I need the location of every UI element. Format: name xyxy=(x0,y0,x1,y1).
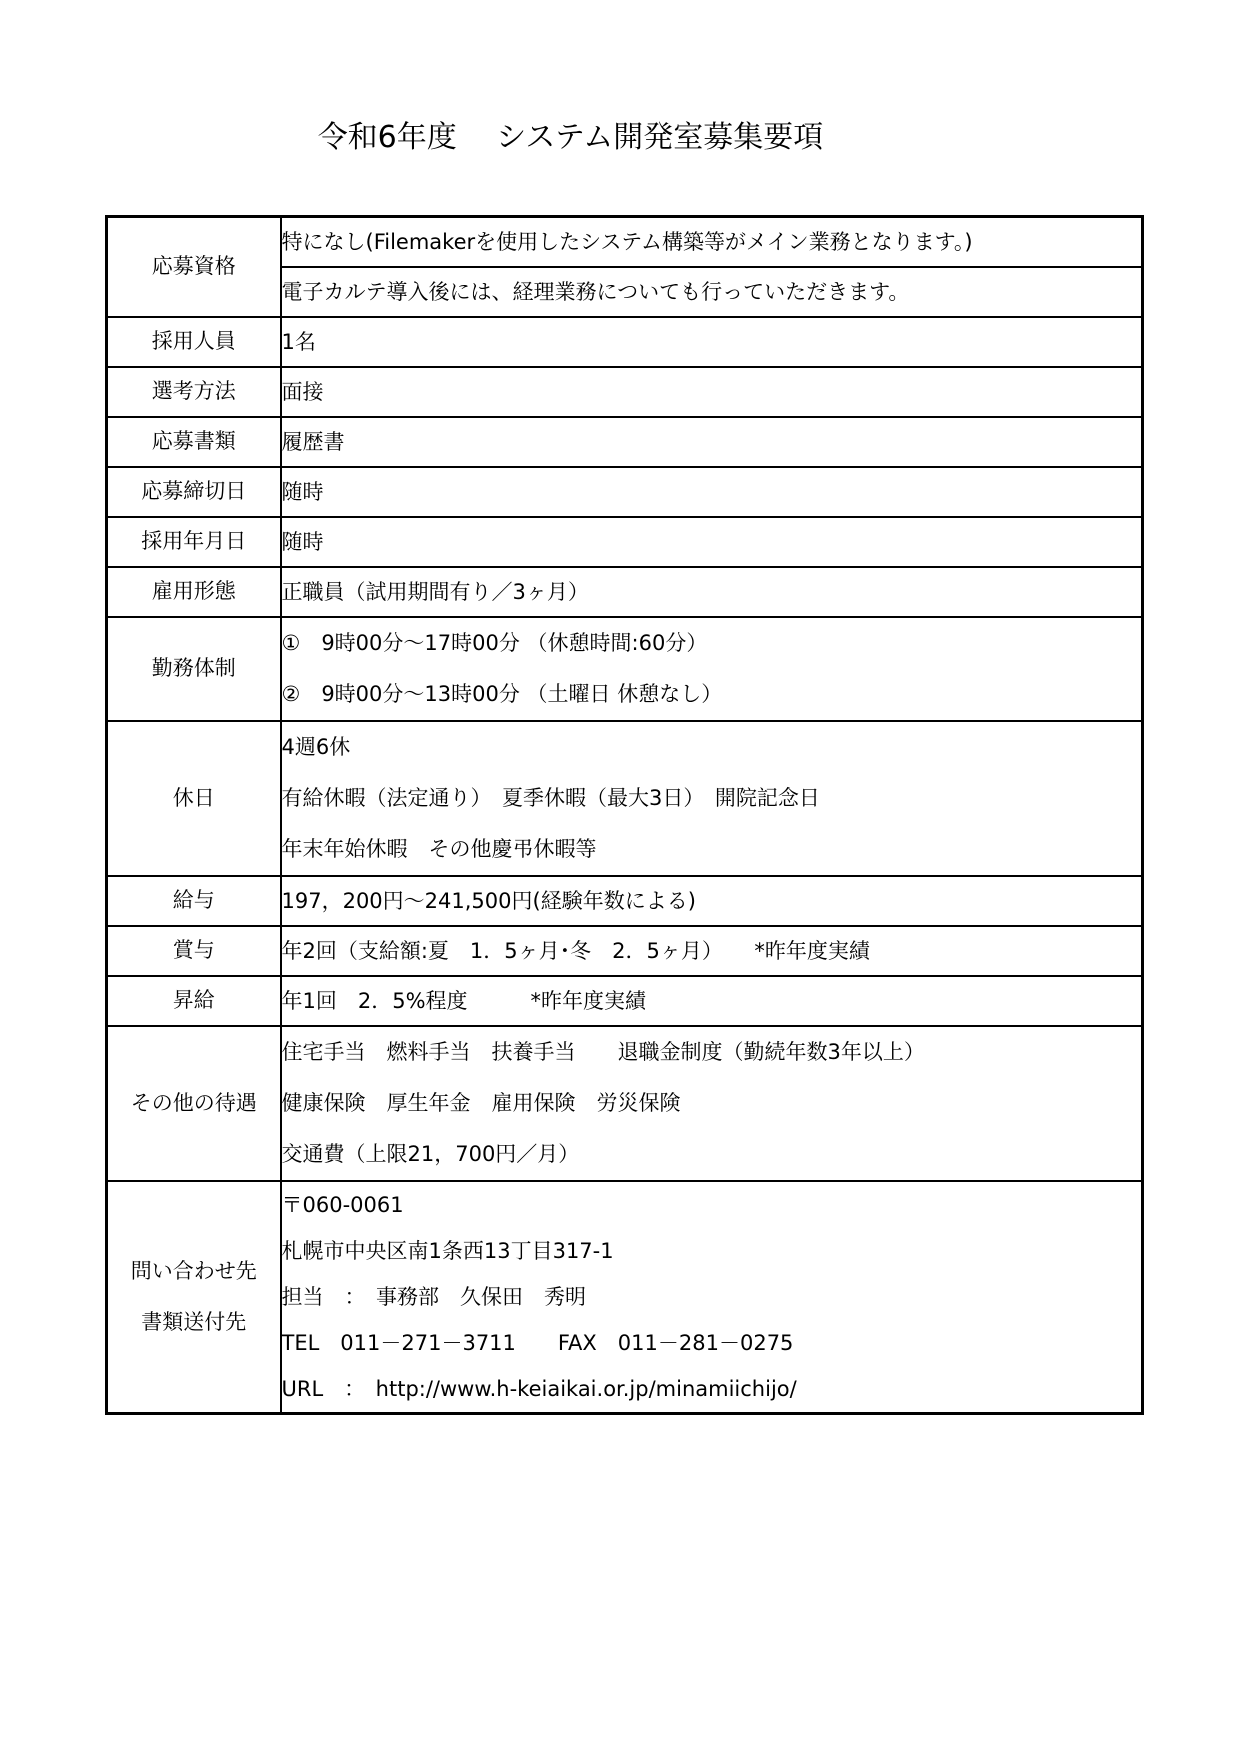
work-schedule-line: ① 9時00分～17時00分 （休憩時間:60分） xyxy=(281,631,708,655)
row-bonus xyxy=(107,926,1143,976)
label-start-date: 採用年月日 xyxy=(107,517,281,567)
salary-text: 197，200円～241,500円(経験年数による) xyxy=(281,889,696,913)
raise-text: 年1回 2．5%程度 *昨年度実績 xyxy=(281,989,647,1013)
contact-url: URL ： http://www.h-keiaikai.or.jp/minamiichijo/ xyxy=(281,1377,797,1401)
contact-address: 札幌市中央区南1条西13丁目317-1 xyxy=(281,1239,614,1263)
label-documents: 応募書類 xyxy=(107,417,281,467)
label-qualification: 応募資格 xyxy=(107,217,281,318)
value-benefits xyxy=(281,1026,1143,1181)
contact-postal-code: 〒060-0061 xyxy=(281,1193,404,1217)
row-salary xyxy=(107,876,1143,926)
page-title: 令和6年度 システム開発室募集要項 xyxy=(317,120,824,155)
value-qualification-line-1 xyxy=(281,217,1143,268)
value-salary xyxy=(281,876,1143,926)
label-selection: 選考方法 xyxy=(107,367,281,417)
value-holidays xyxy=(281,721,1143,876)
contact-label-line: 問い合わせ先 xyxy=(130,1258,257,1283)
work-schedule-line: ② 9時00分～13時00分 （土曜日 休憩なし） xyxy=(281,682,723,706)
label-contact xyxy=(107,1181,281,1414)
row-headcount xyxy=(107,317,1143,367)
value-selection xyxy=(281,367,1143,417)
row-work-schedule xyxy=(107,617,1143,721)
row-start-date xyxy=(107,517,1143,567)
benefits-line: 住宅手当 燃料手当 扶養手当 退職金制度（勤続年数3年以上） xyxy=(281,1040,925,1064)
value-contact xyxy=(281,1181,1143,1414)
label-salary: 給与 xyxy=(107,876,281,926)
selection-text: 面接 xyxy=(281,380,324,404)
label-work-schedule: 勤務体制 xyxy=(107,617,281,721)
qualification-line: 電子カルテ導入後には、経理業務についても行っていただきます。 xyxy=(281,280,910,304)
contact-phone-fax: TEL 011－271－3711 FAX 011－281－0275 xyxy=(281,1331,794,1355)
documents-text: 履歴書 xyxy=(281,430,345,454)
row-holidays xyxy=(107,721,1143,876)
label-benefits: その他の待遇 xyxy=(107,1026,281,1181)
value-documents xyxy=(281,417,1143,467)
row-benefits xyxy=(107,1026,1143,1181)
label-deadline: 応募締切日 xyxy=(107,467,281,517)
label-raise: 昇給 xyxy=(107,976,281,1026)
value-employment-type xyxy=(281,567,1143,617)
qualification-line: 特になし(Filemakerを使用したシステム構築等がメイン業務となります。) xyxy=(281,230,973,254)
value-bonus xyxy=(281,926,1143,976)
value-qualification-line-2 xyxy=(281,267,1143,317)
holidays-line: 年末年始休暇 その他慶弔休暇等 xyxy=(281,837,597,861)
value-deadline xyxy=(281,467,1143,517)
row-employment-type xyxy=(107,567,1143,617)
contact-person: 担当 ： 事務部 久保田 秀明 xyxy=(281,1285,586,1309)
value-work-schedule xyxy=(281,617,1143,721)
row-contact xyxy=(107,1181,1143,1414)
row-raise xyxy=(107,976,1143,1026)
headcount-text: 1名 xyxy=(281,330,316,354)
employment-type-text: 正職員（試用期間有り／3ヶ月） xyxy=(281,580,589,604)
start-date-text: 随時 xyxy=(281,530,324,554)
holidays-line: 有給休暇（法定通り） 夏季休暇（最大3日） 開院記念日 xyxy=(281,786,820,810)
benefits-line: 交通費（上限21，700円／月） xyxy=(281,1142,580,1166)
value-raise xyxy=(281,976,1143,1026)
bonus-text: 年2回（支給額:夏 1．5ヶ月･冬 2．5ヶ月） *昨年度実績 xyxy=(281,939,870,963)
value-start-date xyxy=(281,517,1143,567)
recruitment-table xyxy=(105,215,1144,1415)
label-bonus: 賞与 xyxy=(107,926,281,976)
row-deadline xyxy=(107,467,1143,517)
value-headcount xyxy=(281,317,1143,367)
label-headcount: 採用人員 xyxy=(107,317,281,367)
benefits-line: 健康保険 厚生年金 雇用保険 労災保険 xyxy=(281,1091,681,1115)
row-documents xyxy=(107,417,1143,467)
deadline-text: 随時 xyxy=(281,480,324,504)
row-qualification xyxy=(107,217,1143,268)
row-selection xyxy=(107,367,1143,417)
label-employment-type: 雇用形態 xyxy=(107,567,281,617)
holidays-line: 4週6休 xyxy=(281,735,351,759)
contact-label-line: 書類送付先 xyxy=(141,1310,247,1334)
label-holidays: 休日 xyxy=(107,721,281,876)
